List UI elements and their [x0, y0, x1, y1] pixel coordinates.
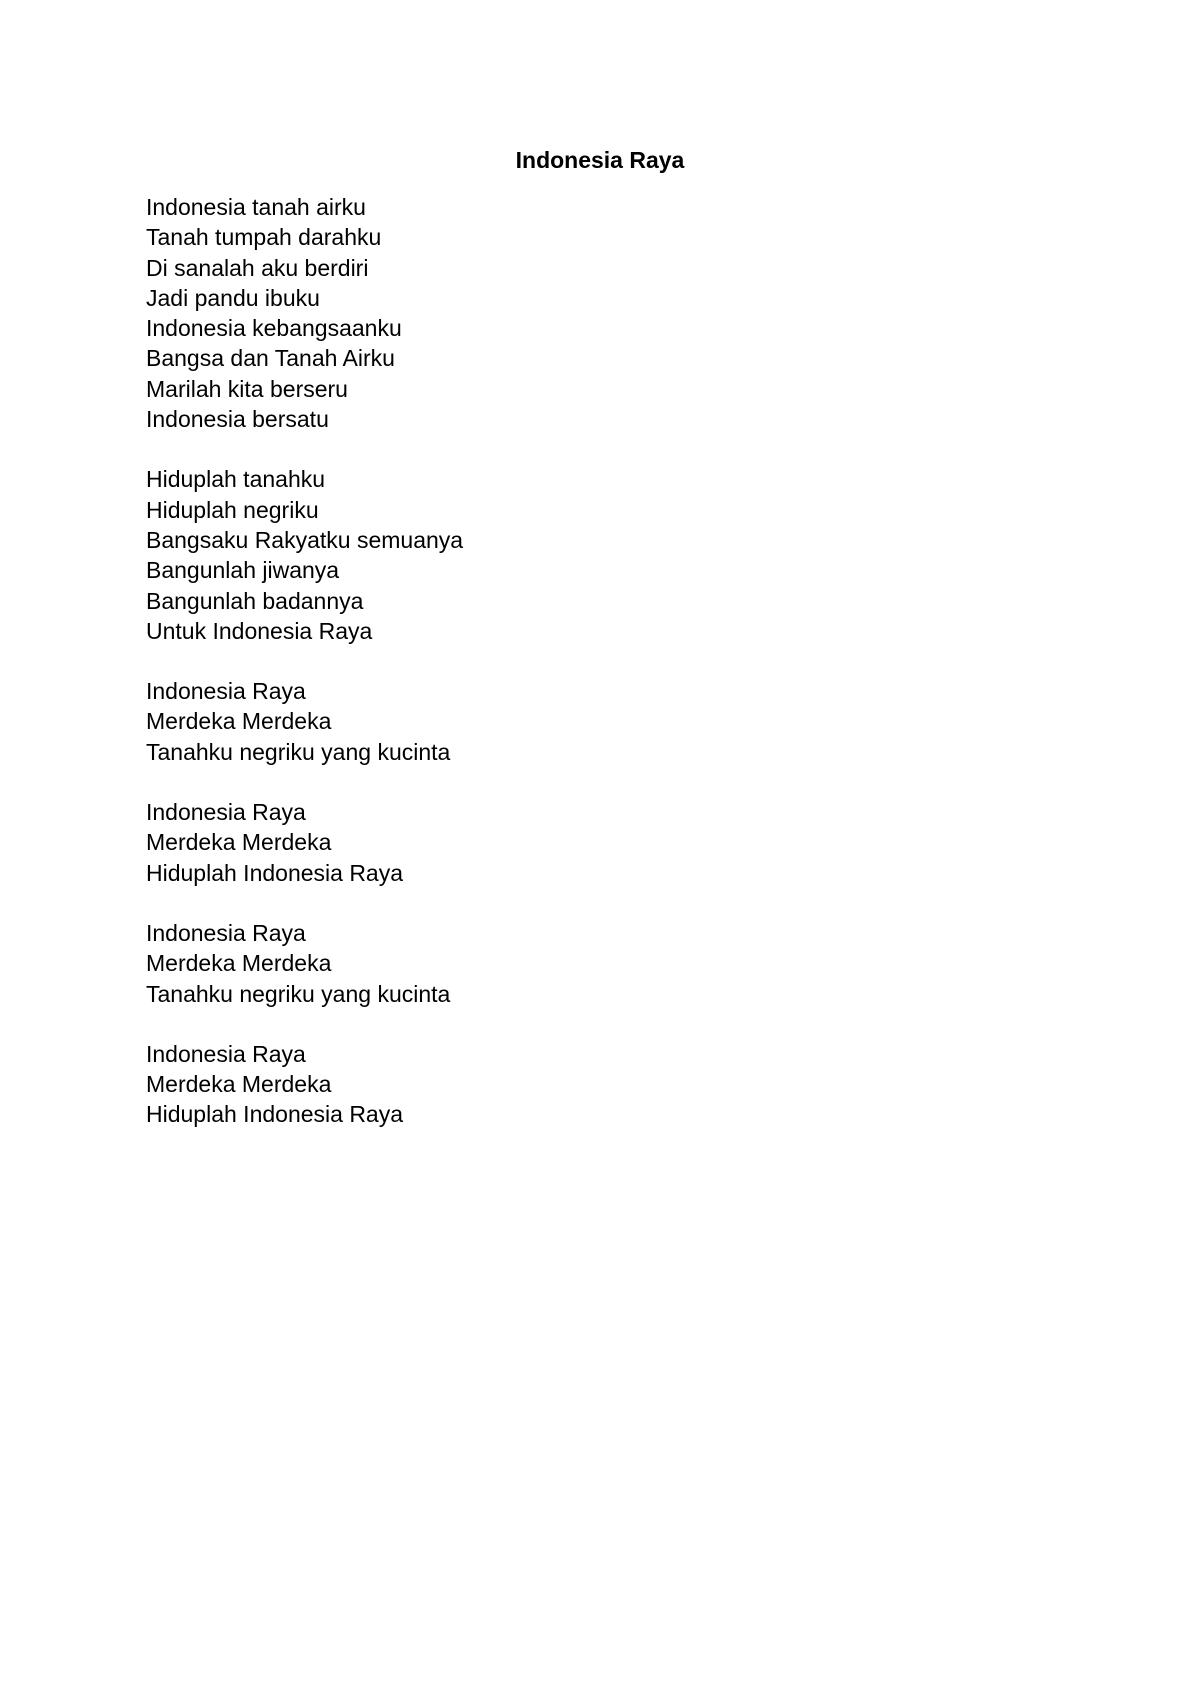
lyric-line: Indonesia Raya	[146, 678, 306, 705]
lyric-line: Untuk Indonesia Raya	[146, 617, 373, 644]
stanza-1	[146, 192, 1046, 434]
lyric-line: Bangsaku Rakyatku semuanya	[146, 526, 464, 553]
stanza-4	[146, 797, 1046, 888]
lyrics-body	[146, 192, 1046, 1160]
stanza-6	[146, 1039, 1046, 1130]
lyric-line: Indonesia tanah airku	[146, 194, 366, 220]
lyric-line: Hiduplah Indonesia Raya	[146, 859, 404, 886]
lyric-line: Hiduplah negriku	[146, 496, 319, 523]
document-title: Indonesia Raya	[515, 147, 685, 173]
lyric-line: Bangsa dan Tanah Airku	[146, 345, 395, 372]
lyric-line: Merdeka Merdeka	[146, 1071, 332, 1098]
lyric-line: Tanahku negriku yang kucinta	[146, 738, 451, 765]
lyric-line: Jadi pandu ibuku	[146, 284, 320, 311]
stanza-2	[146, 464, 1046, 646]
lyric-line: Hiduplah tanahku	[146, 466, 326, 493]
lyric-line: Bangunlah jiwanya	[146, 557, 340, 584]
lyric-line: Merdeka Merdeka	[146, 950, 332, 977]
lyric-line: Merdeka Merdeka	[146, 708, 332, 735]
lyric-line: Indonesia Raya	[146, 1040, 306, 1067]
lyric-line: Bangunlah badannya	[146, 587, 364, 614]
stanza-3	[146, 676, 1046, 767]
lyric-line: Tanahku negriku yang kucinta	[146, 980, 451, 1007]
lyric-line: Indonesia bersatu	[146, 406, 329, 433]
lyric-line: Indonesia Raya	[146, 799, 306, 826]
lyric-line: Merdeka Merdeka	[146, 829, 332, 856]
lyric-line: Tanah tumpah darahku	[146, 224, 382, 251]
lyric-line: Marilah kita berseru	[146, 375, 348, 402]
lyric-line: Indonesia kebangsaanku	[146, 315, 402, 342]
lyric-line: Hiduplah Indonesia Raya	[146, 1101, 404, 1128]
lyric-line: Indonesia Raya	[146, 919, 306, 946]
lyric-line: Di sanalah aku berdiri	[146, 254, 369, 281]
stanza-5	[146, 918, 1046, 1009]
